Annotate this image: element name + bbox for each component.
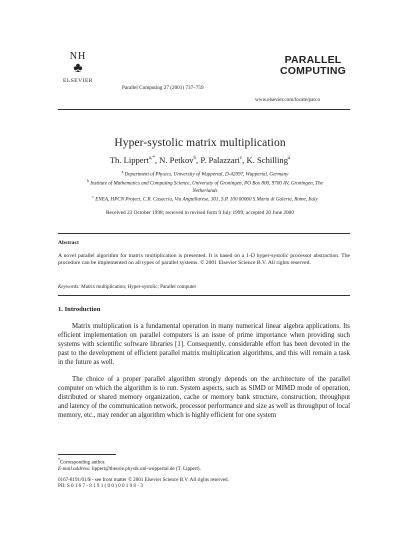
footnote-mark: * (58, 458, 60, 462)
author-affiliation-mark: c (239, 156, 243, 162)
abstract-heading: Abstract (58, 240, 79, 246)
author-affiliation-mark: a (288, 156, 291, 162)
corresponding-text: Corresponding author. (59, 459, 106, 466)
affiliation-text: Institute of Mathematics and Computing Science, University of Groningen, PO Box 800, 9700 AV, Groningen, The Netherlands (90, 180, 323, 194)
affiliation (80, 169, 330, 178)
email-note (58, 466, 201, 472)
keywords-list: Matrix multiplication; Hyper-systolic; Parallel computer (79, 284, 197, 290)
footnote (58, 457, 201, 473)
legal-notice (58, 477, 229, 490)
body-paragraph: The choice of a proper parallel algorithm strongly depends on the architecture of the parallel computer on which the algorithm is to run. System aspects, such as SIMD or MIMD mode of operation, distributed or shared memory organization, cache or memory bank structure, construction, throughput and latency of the communication network, processor performance and size as well as throughput of local memory, etc., may render an algorithm which is highly efficient for one system (58, 376, 350, 419)
author-list: Th. Lippert$^{a,*}$, N. Petkov$^b$, P. Palazzari$^c$, K. Schilling$^a$ (109, 155, 291, 165)
journal-url[interactable]: www.elsevier.com/locate/parco (255, 97, 321, 103)
affiliation-mark: c (92, 195, 94, 200)
corresponding-author-note (58, 457, 201, 466)
tree-icon: ♣ (73, 61, 83, 76)
affiliation (80, 178, 330, 194)
keywords (58, 284, 196, 290)
author-affiliation-mark: a,* (148, 156, 155, 162)
affiliation-text: ENEA, HPCN Project, C.R. Casaccia, Via Anguillarese, 301, S.P. 100 00060 S.Maria di Galeria, Rome, Italy (95, 196, 318, 203)
received-dates: Received 23 October 1998; received in revised form 9 July 1999; accepted 20 June 2000 (106, 210, 294, 216)
email-label: E-mail address: (58, 466, 91, 473)
journal-name-line1: PARALLEL (284, 54, 342, 66)
author-name: K. Schilling (246, 155, 289, 165)
affiliation (80, 194, 330, 203)
abstract-top-divider (58, 233, 350, 234)
publisher-name: ELSEVIER (63, 78, 93, 84)
author-affiliation-mark: b (193, 156, 197, 162)
keywords-label: Keywords: (58, 284, 80, 290)
affiliation-mark: a (121, 170, 124, 174)
copyright-line: 0167-8191/01/$ - see front matter © 2001 Elsevier Science B.V. All rights reserved. (58, 477, 229, 483)
article-title: Hyper-systolic matrix multiplication (114, 137, 286, 149)
affiliation-mark: b (87, 179, 89, 184)
section-heading: 1. Introduction (58, 306, 101, 313)
affiliation-list (80, 169, 330, 203)
journal-citation: Parallel Computing 27 (2001) 737–759 (122, 85, 204, 91)
abstract-text: A novel parallel algorithm for matrix multiplication is presented. It is based on a 1-D hyper-systolic processor abstraction. The procedure can be implemented on all types of parallel systems. © 2001 Elsevier Science B.V. All rights reserved. (58, 253, 350, 267)
footnote-divider (58, 454, 116, 455)
author-name: N. Petkov (159, 155, 194, 165)
journal-name (276, 55, 350, 77)
publisher-logo (58, 52, 98, 84)
publisher-logo-mark: NH (69, 51, 87, 62)
author-name: Th. Lippert (109, 155, 149, 165)
pii-line: PII: S 0 1 6 7 - 8 1 9 1 ( 0 0 ) 0 0 1 0 8 - 3 (58, 483, 143, 490)
header-divider (58, 109, 350, 110)
email-address[interactable]: lippert@theorie.physik.uni-wuppertal.de (T. Lippert). (90, 466, 201, 473)
author-name: P. Palazzari (200, 155, 240, 165)
body-paragraph: Matrix multiplication is a fundamental operation in many numerical linear algebra applications. Its efficient implementation on parallel computers is an issue of prime importance when providing such systems with scientific software libraries [1]. Consequently, considerable effort has been devoted in the past to the development of efficient parallel matrix multiplication algorithms, and this will remain a task in the future as well. (58, 323, 350, 366)
journal-name-line2: COMPUTING (280, 65, 346, 77)
affiliation-text: Department of Physics, University of Wuppertal, D-42097, Wuppertal, Germany (124, 171, 289, 178)
abstract-bottom-divider (58, 295, 350, 296)
